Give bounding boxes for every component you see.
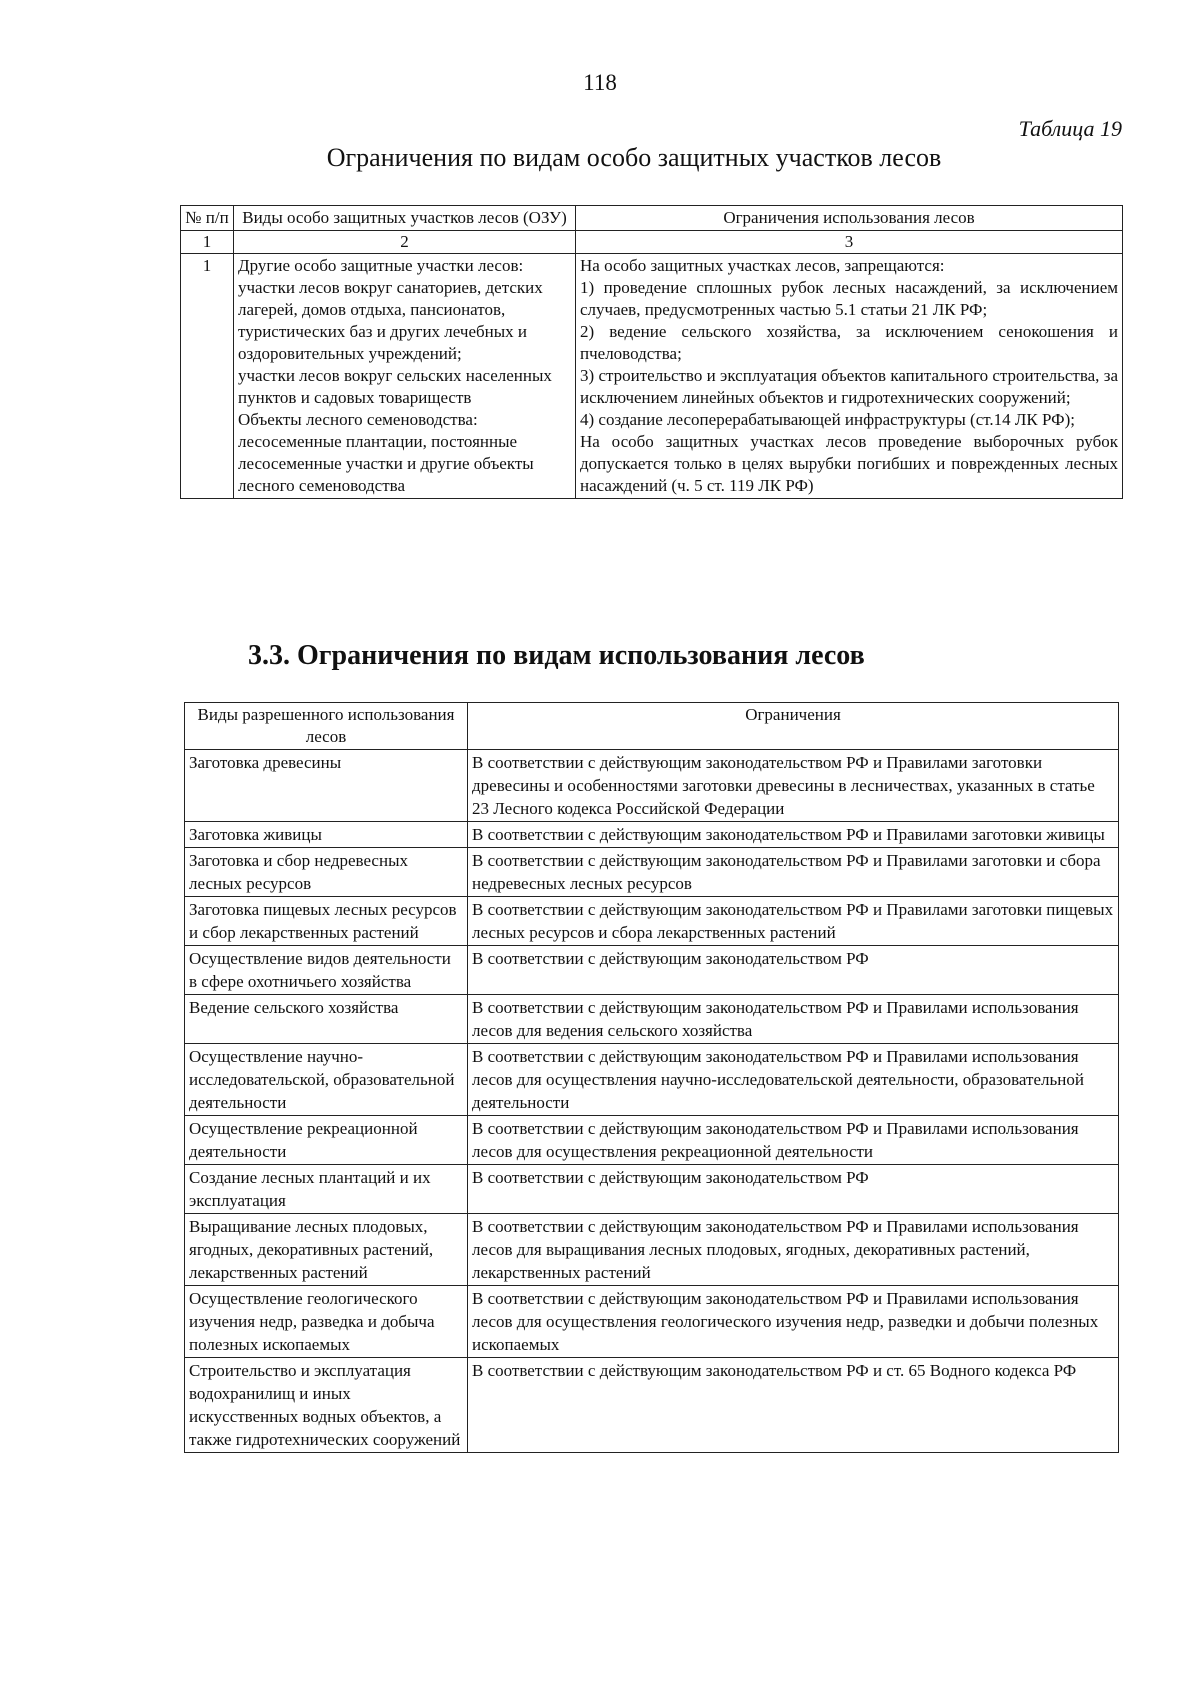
restriction-cell: В соответствии с действующим законодательством РФ (468, 946, 1119, 995)
table-19 (180, 205, 1123, 499)
restriction-cell: В соответствии с действующим законодательством РФ и ст. 65 Водного кодекса РФ (468, 1358, 1119, 1453)
row-number: 1 (181, 254, 234, 499)
use-type-cell: Осуществление геологического изучения недр, разведка и добыча полезных ископаемых (185, 1286, 468, 1358)
table-row (185, 897, 1119, 946)
ozu-types-cell (234, 254, 576, 499)
use-type-cell: Осуществление научно-исследовательской, образовательной деятельности (185, 1044, 468, 1116)
use-type-cell: Заготовка живицы (185, 822, 468, 848)
table-row (185, 1116, 1119, 1165)
ozu-type-line: Объекты лесного семеноводства: лесосеменные плантации, постоянные лесосеменные участки и другие объекты лесного семеноводства (238, 410, 534, 495)
restriction-cell: В соответствии с действующим законодательством РФ и Правилами заготовки пищевых лесных ресурсов и сбора лекарственных растений (468, 897, 1119, 946)
restriction-cell: В соответствии с действующим законодательством РФ и Правилами использования лесов для осуществления геологического изучения недр, разведки и добычи полезных ископаемых (468, 1286, 1119, 1358)
header-ozu-types: Виды особо защитных участков лесов (ОЗУ) (234, 206, 576, 231)
table-row (185, 1214, 1119, 1286)
table-header-row (181, 206, 1123, 231)
table-title: Ограничения по видам особо защитных участков лесов (326, 143, 942, 172)
use-type-cell: Заготовка пищевых лесных ресурсов и сбор лекарственных растений (185, 897, 468, 946)
table-header-row (185, 703, 1119, 750)
table-row (185, 1286, 1119, 1358)
table-body (185, 750, 1119, 1453)
use-type-cell: Заготовка и сбор недревесных лесных ресурсов (185, 848, 468, 897)
ozu-type-line: участки лесов вокруг санаториев, детских лагерей, домов отдыха, пансионатов, туристических баз и других лечебных и оздоровительных учреждений; (238, 278, 543, 363)
restriction-line: 4) создание лесоперерабатывающей инфраструктуры (ст.14 ЛК РФ); (580, 410, 1076, 429)
table-row (185, 1165, 1119, 1214)
use-type-cell: Осуществление видов деятельности в сфере охотничьего хозяйства (185, 946, 468, 995)
column-number: 1 (181, 231, 234, 254)
table-label: Таблица 19 (1018, 116, 1122, 141)
section-heading: 3.3. Ограничения по видам использования лесов (248, 640, 865, 671)
restriction-line: На особо защитных участках лесов, запрещаются: (580, 256, 945, 275)
column-number: 2 (234, 231, 576, 254)
table-row (185, 1044, 1119, 1116)
table-row (185, 995, 1119, 1044)
use-type-cell: Осуществление рекреационной деятельности (185, 1116, 468, 1165)
table-row (185, 822, 1119, 848)
header-restrictions: Ограничения использования лесов (576, 206, 1123, 231)
use-type-cell: Заготовка древесины (185, 750, 468, 822)
column-number: 3 (576, 231, 1123, 254)
restriction-line: 1) проведение сплошных рубок лесных насаждений, за исключением случаев, предусмотренных частью 5.1 статьи 21 ЛК РФ; (580, 278, 1118, 319)
table-forest-use-restrictions (184, 702, 1119, 1453)
header-number: № п/п (181, 206, 234, 231)
use-type-cell: Ведение сельского хозяйства (185, 995, 468, 1044)
restriction-cell: В соответствии с действующим законодательством РФ и Правилами заготовки и сбора недревесных лесных ресурсов (468, 848, 1119, 897)
restriction-line: 3) строительство и эксплуатация объектов капитального строительства, за исключением линейных объектов и гидротехнических сооружений; (580, 366, 1118, 407)
restriction-cell: В соответствии с действующим законодательством РФ и Правилами использования лесов для выращивания лесных плодовых, ягодных, декоративных растений, лекарственных растений (468, 1214, 1119, 1286)
restriction-cell: В соответствии с действующим законодательством РФ и Правилами использования лесов для ведения сельского хозяйства (468, 995, 1119, 1044)
restriction-cell: В соответствии с действующим законодательством РФ и Правилами заготовки древесины и особенностями заготовки древесины в лесничествах, указанных в статье 23 Лесного кодекса Российской Федерации (468, 750, 1119, 822)
table-row (181, 254, 1123, 499)
restriction-cell: В соответствии с действующим законодательством РФ и Правилами использования лесов для осуществления рекреационной деятельности (468, 1116, 1119, 1165)
restriction-line: 2) ведение сельского хозяйства, за исключением сенокошения и пчеловодства; (580, 322, 1118, 363)
use-type-cell: Строительство и эксплуатация водохранилищ и иных искусственных водных объектов, а также гидротехнических сооружений (185, 1358, 468, 1453)
header-use-types: Виды разрешенного использования лесов (185, 703, 468, 750)
restriction-cell: В соответствии с действующим законодательством РФ (468, 1165, 1119, 1214)
restriction-cell: В соответствии с действующим законодательством РФ и Правилами заготовки живицы (468, 822, 1119, 848)
table-row (185, 750, 1119, 822)
use-type-cell: Выращивание лесных плодовых, ягодных, декоративных растений, лекарственных растений (185, 1214, 468, 1286)
table-row (185, 946, 1119, 995)
restriction-cell: В соответствии с действующим законодательством РФ и Правилами использования лесов для осуществления научно-исследовательской деятельности, образовательной деятельности (468, 1044, 1119, 1116)
restrictions-cell (576, 254, 1123, 499)
restriction-line: На особо защитных участках лесов проведение выборочных рубок допускается только в целях вырубки погибших и поврежденных лесных насаждений (ч. 5 ст. 119 ЛК РФ) (580, 432, 1118, 495)
table-row (185, 1358, 1119, 1453)
ozu-type-line: участки лесов вокруг сельских населенных пунктов и садовых товариществ (238, 366, 552, 407)
header-restrictions: Ограничения (468, 703, 1119, 750)
ozu-type-line: Другие особо защитные участки лесов: (238, 256, 524, 275)
use-type-cell: Создание лесных плантаций и их эксплуатация (185, 1165, 468, 1214)
column-numbers-row (181, 231, 1123, 254)
page-number: 118 (583, 70, 617, 95)
table-row (185, 848, 1119, 897)
